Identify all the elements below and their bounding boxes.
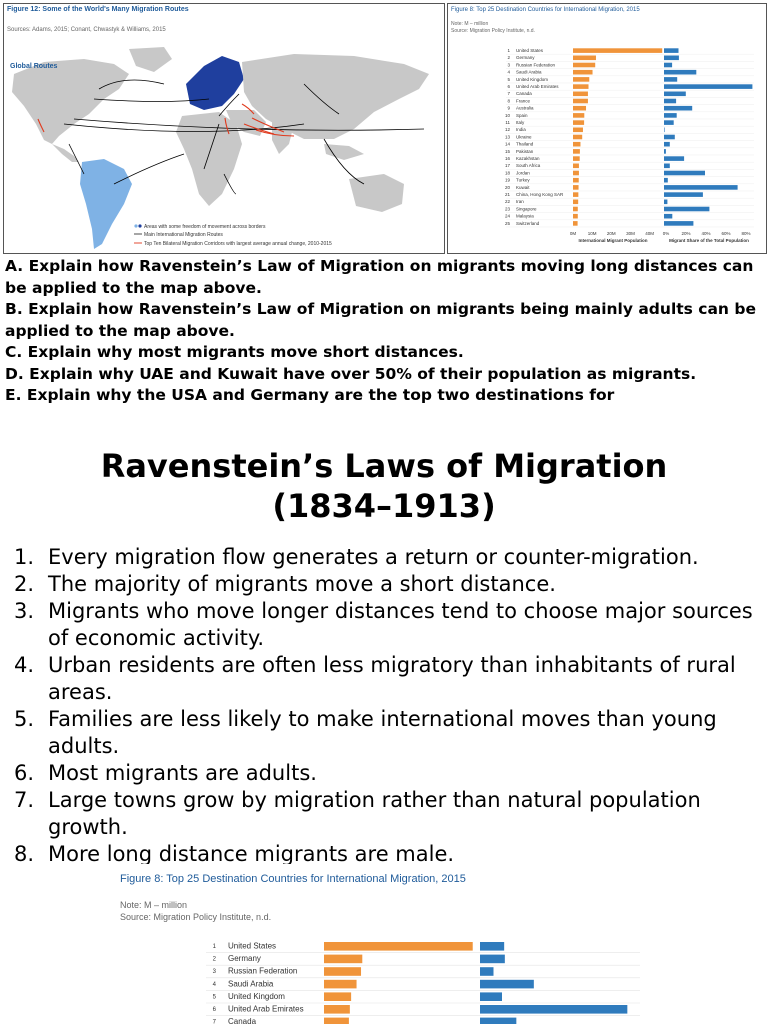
law-number: 3.: [14, 599, 35, 623]
small-chart-population-bar: [573, 200, 578, 205]
small-chart-share-bar: [664, 77, 677, 82]
law-text: Migrants who move longer distances tend to choose major sources of economic activity.: [48, 599, 753, 650]
small-chart-population-bar: [573, 120, 584, 125]
small-chart-country-label: Jordan: [516, 170, 530, 176]
questions-list: [5, 256, 765, 426]
small-chart-population-bar: [573, 156, 580, 161]
small-chart-rank: 17: [504, 163, 510, 169]
large-chart-title: Figure 8: Top 25 Destination Countries for International Migration, 2015: [120, 873, 466, 885]
large-chart-rank: 2: [212, 956, 216, 963]
small-chart-population-bar: [573, 56, 596, 61]
small-chart-rank: 20: [504, 184, 510, 190]
small-chart-rank: 21: [504, 192, 510, 197]
small-chart-population-bar: [573, 77, 589, 82]
small-chart-population-bar: [573, 149, 580, 154]
small-chart-share-bar: [664, 149, 666, 154]
small-chart-share-bar: [664, 56, 679, 61]
large-chart-source-text: Source: Migration Policy Institute, n.d.: [120, 912, 272, 922]
legend-free-movement-marker: [134, 224, 137, 227]
small-chart-rank: 1: [507, 48, 510, 53]
small-chart-share-bar: [664, 106, 692, 111]
small-chart-title: Figure 8: Top 25 Destination Countries for International Migration, 2015: [451, 7, 640, 13]
large-chart-country-label: United States: [228, 941, 277, 951]
law-text: Urban residents are often less migratory than inhabitants of rural areas.: [48, 653, 736, 704]
small-chart-share-bar: [664, 84, 752, 89]
law-item: [14, 760, 758, 787]
small-chart-rank: 2: [507, 55, 510, 61]
small-chart-share-bar: [664, 99, 676, 104]
global-routes-label: Global Routes: [10, 63, 58, 70]
large-chart-share-bar: [480, 942, 504, 951]
small-chart-rank: 16: [504, 156, 510, 161]
small-chart-rank: 10: [504, 112, 510, 118]
large-chart-rank: 1: [212, 944, 216, 950]
law-text: Most migrants are adults.: [48, 761, 317, 785]
large-chart-note: [120, 899, 271, 923]
large-chart-note-text: Note: M – million: [120, 900, 188, 910]
small-chart-rank: 3: [507, 62, 510, 68]
laws-list: [14, 544, 758, 864]
law-item: [14, 706, 758, 760]
small-chart-rank: 13: [504, 134, 510, 140]
small-chart-country-label: Germany: [516, 55, 535, 61]
law-number: 4.: [14, 653, 35, 677]
small-chart-share-tick: 40%: [701, 231, 711, 236]
large-chart-rank: 3: [212, 969, 216, 976]
laws-years: (1834–1913): [272, 487, 496, 525]
small-chart-population-tick: 30M: [626, 231, 635, 236]
law-item: [14, 598, 758, 652]
law-number: 1.: [14, 545, 35, 569]
small-chart-population-bar: [573, 106, 586, 111]
small-chart-country-label: Ukraine: [516, 134, 532, 140]
small-chart-population-bar: [573, 185, 579, 190]
large-chart-country-label: Canada: [228, 1017, 257, 1024]
small-chart-share-bar: [664, 185, 738, 190]
world-map: [4, 44, 444, 253]
small-chart-share-bar: [664, 70, 696, 75]
small-chart-country-label: United Kingdom: [516, 76, 549, 82]
small-chart-rank: 24: [504, 213, 510, 219]
small-chart-country-label: Turkey: [516, 177, 530, 183]
small-chart-rank: 12: [504, 127, 510, 133]
top25-destinations-chart-large: [116, 868, 656, 1024]
small-chart-country-label: Australia: [516, 105, 534, 111]
small-chart-population-bar: [573, 178, 579, 183]
small-chart-rank: 19: [504, 177, 510, 183]
small-chart-population-bar: [573, 63, 595, 68]
large-chart-rank: 7: [212, 1019, 216, 1024]
small-chart-population-tick: 20M: [606, 231, 616, 236]
large-chart-country-label: Russian Federation: [228, 966, 298, 976]
law-item: [14, 571, 758, 598]
small-chart-country-label: Singapore: [516, 206, 537, 212]
small-chart-share-bar: [664, 135, 675, 140]
large-chart-rank: 6: [212, 1007, 216, 1013]
law-item: [14, 841, 758, 864]
small-chart-population-bar: [573, 207, 578, 212]
large-chart-share-bar: [480, 967, 494, 976]
small-chart-share-bar: [664, 192, 703, 197]
small-chart-share-bar: [664, 156, 684, 161]
small-chart-rank: 8: [507, 98, 510, 104]
small-chart-country-label: South Africa: [516, 163, 541, 169]
small-chart-country-label: Kuwait: [516, 184, 530, 190]
small-chart-note-text: Note: M – million: [451, 21, 489, 27]
large-chart-rank: 4: [212, 981, 216, 988]
legend-main-routes-text: Main International Migration Routes: [144, 232, 223, 238]
small-chart-rank: 23: [504, 206, 510, 212]
large-chart-population-bar: [324, 1018, 349, 1024]
small-chart-population-bar: [573, 171, 579, 176]
small-chart-rank: 11: [505, 120, 510, 125]
small-chart-population-bar: [573, 164, 579, 169]
law-text: Large towns grow by migration rather than natural population growth.: [48, 788, 701, 839]
law-number: 6.: [14, 761, 35, 785]
large-chart-country-label: United Arab Emirates: [228, 1004, 304, 1014]
small-chart-country-label: Russian Federation: [516, 62, 556, 68]
small-chart-share-bar: [664, 200, 667, 205]
small-chart-share-bar: [664, 48, 679, 53]
small-chart-rank: 4: [507, 69, 510, 75]
small-chart-population-tick: 0M: [569, 231, 577, 236]
small-chart-population-bar: [573, 99, 588, 104]
legend-free-movement-text: Areas with some freedom of movement across borders: [144, 224, 266, 230]
large-chart-population-bar: [324, 1005, 350, 1014]
small-chart-share-tick: 80%: [741, 231, 751, 236]
small-chart-share-bar: [664, 128, 665, 133]
small-chart-share-tick: 20%: [681, 231, 691, 236]
small-chart-country-label: Malaysia: [516, 213, 534, 219]
large-chart-population-bar: [324, 992, 351, 1001]
migration-routes-map-figure: [3, 3, 445, 254]
large-chart-rank: 5: [212, 994, 216, 1001]
small-chart-country-label: United States: [516, 48, 544, 53]
laws-heading: [0, 446, 768, 526]
small-chart-country-label: France: [516, 98, 531, 104]
small-chart-share-bar: [664, 214, 672, 219]
small-chart-country-label: Kazakhstan: [516, 156, 540, 161]
law-text: Every migration flow generates a return or counter-migration.: [48, 545, 699, 569]
small-chart-note: [451, 21, 535, 35]
small-chart-share-tick: 60%: [721, 231, 731, 236]
small-chart-share-axis-label: Migrant Share of the Total Population: [669, 238, 749, 243]
large-chart-country-label: Germany: [228, 954, 261, 964]
top25-chart-svg-small: [448, 4, 766, 253]
small-chart-population-bar: [573, 128, 583, 133]
large-chart-population-bar: [324, 980, 357, 989]
small-chart-population-bar: [573, 48, 662, 53]
small-chart-population-bar: [573, 221, 578, 226]
large-chart-population-bar: [324, 942, 473, 951]
small-chart-source-text: Source: Migration Policy Institute, n.d.: [451, 28, 535, 34]
small-chart-rank: 14: [504, 141, 510, 147]
small-chart-country-label: Switzerland: [516, 220, 540, 226]
top25-destinations-chart-small: [447, 3, 767, 254]
small-chart-country-label: Italy: [516, 120, 525, 125]
large-chart-population-bar: [324, 955, 362, 964]
small-chart-country-label: India: [516, 127, 526, 133]
large-chart-country-label: United Kingdom: [228, 991, 285, 1001]
small-chart-country-label: Pakistan: [516, 148, 534, 154]
small-chart-share-bar: [664, 178, 668, 183]
small-chart-share-bar: [664, 120, 674, 125]
small-chart-population-bar: [573, 142, 580, 147]
small-chart-rank: 18: [504, 170, 510, 176]
small-chart-population-bar: [573, 113, 584, 118]
question-e: E. Explain why the USA and Germany are the top two destinations for: [5, 386, 615, 404]
law-number: 7.: [14, 788, 35, 812]
small-chart-population-bar: [573, 84, 589, 89]
map-sources: Sources: Adams, 2015; Conant, Chwastyk & Williams, 2015: [7, 27, 166, 33]
small-chart-population-bar: [573, 92, 588, 97]
small-chart-share-bar: [664, 142, 670, 147]
small-chart-population-tick: 40M: [645, 231, 654, 236]
large-chart-country-label: Saudi Arabia: [228, 979, 274, 989]
small-chart-population-tick: 10M: [587, 231, 597, 236]
large-chart-share-bar: [480, 1018, 516, 1024]
small-chart-rank: 9: [507, 105, 510, 111]
small-chart-rank: 5: [507, 76, 510, 82]
question-a: A. Explain how Ravenstein’s Law of Migration on migrants moving long distances can be applied to the map above.: [5, 257, 754, 297]
large-chart-share-bar: [480, 992, 502, 1001]
law-number: 5.: [14, 707, 35, 731]
large-chart-share-bar: [480, 980, 534, 989]
small-chart-country-label: Thailand: [516, 141, 534, 147]
small-chart-country-label: United Arab Emirates: [516, 84, 559, 89]
large-chart-share-bar: [480, 955, 505, 964]
map-title: Figure 12: Some of the World's Many Migration Routes: [7, 6, 189, 13]
small-chart-share-bar: [664, 221, 693, 226]
question-c: C. Explain why most migrants move short distances.: [5, 343, 464, 361]
top25-chart-svg-large: [116, 868, 656, 1024]
law-text: The majority of migrants move a short distance.: [48, 572, 556, 596]
small-chart-share-bar: [664, 113, 677, 118]
law-text: More long distance migrants are male.: [48, 842, 455, 864]
small-chart-share-bar: [664, 92, 686, 97]
large-chart-population-bar: [324, 967, 361, 976]
small-chart-rank: 15: [504, 148, 510, 154]
small-chart-population-axis-label: International Migrant Population: [578, 238, 648, 243]
law-number: 2.: [14, 572, 35, 596]
small-chart-share-bar: [664, 63, 672, 68]
small-chart-share-bar: [664, 171, 705, 176]
small-chart-population-bar: [573, 70, 593, 75]
small-chart-country-label: Spain: [516, 112, 528, 118]
small-chart-share-tick: 0%: [662, 231, 670, 236]
small-chart-country-label: Saudi Arabia: [516, 69, 542, 75]
small-chart-rank: 22: [504, 199, 510, 205]
small-chart-population-bar: [573, 135, 582, 140]
small-chart-share-bar: [664, 164, 670, 169]
question-b: B. Explain how Ravenstein’s Law of Migration on migrants being mainly adults can be applied to the map above.: [5, 300, 756, 340]
large-chart-share-bar: [480, 1005, 627, 1014]
question-d: D. Explain why UAE and Kuwait have over 50% of their population as migrants.: [5, 364, 697, 383]
small-chart-population-bar: [573, 214, 578, 219]
small-chart-country-label: Iran: [516, 199, 524, 205]
small-chart-country-label: China, Hong Kong SAR: [516, 192, 564, 197]
law-text: Families are less likely to make international moves than young adults.: [48, 707, 717, 758]
small-chart-rank: 7: [507, 91, 510, 97]
legend-corridors-text: Top Ten Bilateral Migration Corridors with largest average annual change, 2010-2015: [144, 241, 332, 247]
small-chart-rank: 6: [507, 84, 510, 89]
law-item: [14, 652, 758, 706]
small-chart-rank: 25: [504, 220, 510, 226]
small-chart-population-bar: [573, 192, 578, 197]
small-chart-country-label: Canada: [516, 91, 532, 97]
law-item: [14, 544, 758, 571]
small-chart-share-bar: [664, 207, 709, 212]
law-number: 8.: [14, 842, 35, 864]
law-item: [14, 787, 758, 841]
laws-title: Ravenstein’s Laws of Migration: [100, 447, 668, 485]
